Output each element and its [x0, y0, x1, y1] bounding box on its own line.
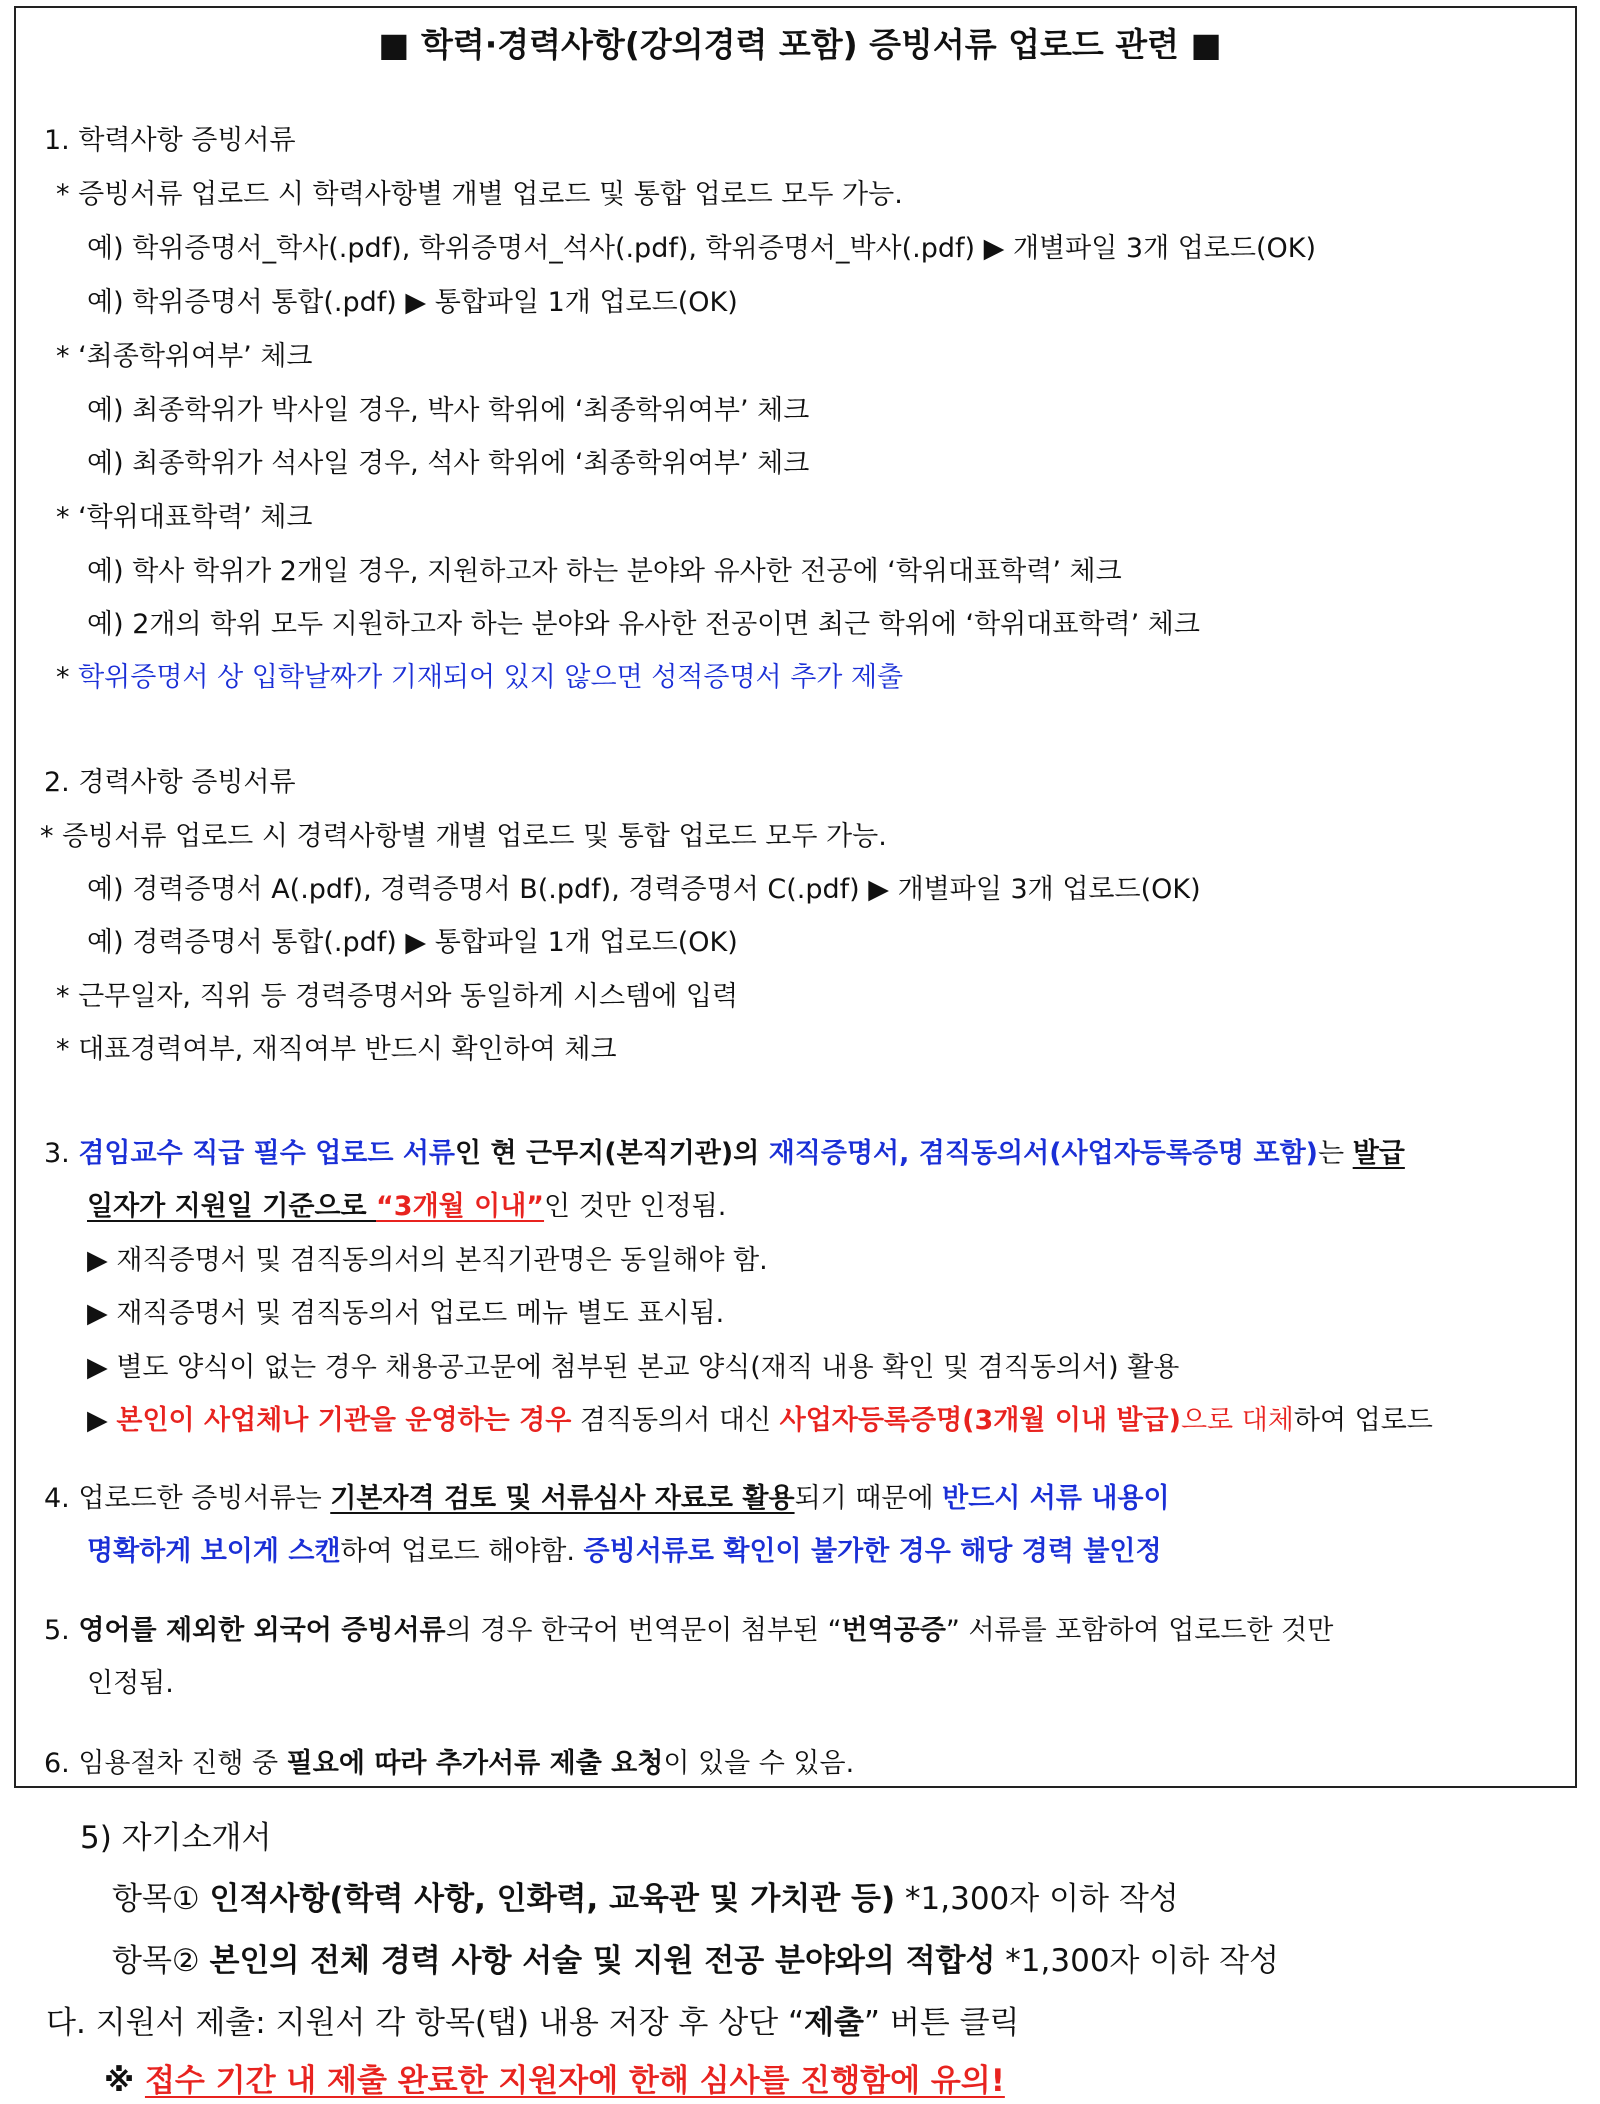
s4-text-3: 하여 업로드 해야함. [340, 1536, 584, 1567]
s2-line-1: * 증빙서류 업로드 시 경력사항별 개별 업로드 및 통합 업로드 모두 가능. [40, 821, 887, 852]
section-2-heading: 2. 경력사항 증빙서류 [44, 767, 296, 798]
s3-certificates: 재직증명서, 겸직동의서(사업자등록증명 포함) [768, 1138, 1319, 1169]
s3-replace: 으로 대체 [1180, 1405, 1294, 1436]
s5-foreign-docs: 영어를 제외한 외국어 증빙서류 [78, 1615, 446, 1646]
note-mark: ※ [104, 2063, 145, 2099]
s1-line-8: 예) 학사 학위가 2개일 경우, 지원하고자 하는 분야와 유사한 전공에 ‘학위대표학력’ 체크 [87, 556, 1122, 587]
s5-number: 5. [44, 1615, 79, 1646]
s1-line-1: * 증빙서류 업로드 시 학력사항별 개별 업로드 및 통합 업로드 모두 가능. [56, 179, 903, 210]
s3-bullet-2: ▶ 재직증명서 및 겸직동의서 업로드 메뉴 별도 표시됨. [87, 1298, 725, 1329]
s4-line-2 [87, 1532, 1162, 1572]
s4-text-2: 되기 때문에 [794, 1483, 943, 1514]
item-2-title: 본인의 전체 경력 사항 서술 및 지원 전공 분야와의 적합성 [209, 1943, 996, 1979]
s3-upload: 하여 업로드 [1293, 1405, 1433, 1436]
s4-scan-clearly: 명확하게 보이게 스캔 [87, 1536, 341, 1567]
s2-line-3: 예) 경력증명서 통합(.pdf) ▶ 통합파일 1개 업로드(OK) [87, 927, 738, 958]
s1-line-5: 예) 최종학위가 박사일 경우, 박사 학위에 ‘최종학위여부’ 체크 [87, 395, 810, 426]
s3-bullet-3: ▶ 별도 양식이 없는 경우 채용공고문에 첨부된 본교 양식(재직 내용 확인 및 겸직동의서) 활용 [87, 1352, 1180, 1383]
submit-text-2: ” 버튼 클릭 [863, 2005, 1020, 2041]
self-intro-heading: 5) 자기소개서 [80, 1820, 272, 1856]
item-2-limit: *1,300자 이하 작성 [995, 1943, 1279, 1979]
s3-business-registration: 사업자등록증명(3개월 이내 발급) [779, 1405, 1181, 1436]
s3-bullet-1: ▶ 재직증명서 및 겸직동의서의 본직기관명은 동일해야 함. [87, 1245, 768, 1276]
s5-text-2: ” 서류를 포함하여 업로드한 것만 [945, 1615, 1334, 1646]
s3-text: 는 [1318, 1138, 1353, 1169]
s3-accepted: 인 것만 인정됨. [544, 1191, 727, 1222]
s4-must: 반드시 서류 내용이 [942, 1483, 1170, 1514]
s3-issue-date: 일자가 지원일 기준으로 [87, 1191, 377, 1222]
s1-note-blue: 학위증명서 상 입학날짜가 기재되어 있지 않으면 성적증명서 추가 제출 [78, 662, 904, 693]
s5-text-1: 의 경우 한국어 번역문이 첨부된 “ [445, 1615, 842, 1646]
s3-line-1 [44, 1134, 1405, 1174]
s3-required-docs: 겸임교수 직급 필수 업로드 서류 [78, 1138, 456, 1169]
section-1-heading: 1. 학력사항 증빙서류 [44, 125, 296, 156]
submit-instruction [46, 2000, 1019, 2046]
notice-title: ■ 학력·경력사항(강의경력 포함) 증빙서류 업로드 관련 ■ [378, 25, 1222, 64]
s6-text-2: 이 있을 수 있음. [663, 1748, 855, 1779]
s2-line-2: 예) 경력증명서 A(.pdf), 경력증명서 B(.pdf), 경력증명서 C(.pdf) ▶ 개별파일 3개 업로드(OK) [87, 874, 1201, 905]
s4-number: 4. [44, 1483, 79, 1514]
item-1 [112, 1876, 1179, 1922]
s3-workplace: 인 현 근무지(본직기관)의 [455, 1138, 769, 1169]
arrow-icon: ▶ [87, 1405, 117, 1436]
s4-text-1: 업로드한 증빙서류는 [78, 1483, 331, 1514]
s6-number: 6. [44, 1748, 79, 1779]
s3-own-business: 본인이 사업체나 기관을 운영하는 경우 [116, 1405, 572, 1436]
s1-line-9: 예) 2개의 학위 모두 지원하고자 하는 분야와 유사한 전공이면 최근 학위에 ‘학위대표학력’ 체크 [87, 609, 1200, 640]
s5-line-2: 인정됨. [87, 1668, 174, 1699]
submit-word: 제출 [804, 2005, 864, 2041]
item-1-label: 항목① [112, 1881, 210, 1917]
s3-issue: 발급 [1352, 1138, 1405, 1169]
s5-line-1 [44, 1611, 1333, 1651]
item-1-limit: *1,300자 이하 작성 [895, 1881, 1179, 1917]
s2-line-4: * 근무일자, 직위 등 경력증명서와 동일하게 시스템에 입력 [56, 981, 739, 1012]
s5-notarized: 번역공증 [841, 1615, 946, 1646]
s1-line-6: 예) 최종학위가 석사일 경우, 석사 학위에 ‘최종학위여부’ 체크 [87, 448, 810, 479]
s3-number: 3. [44, 1138, 79, 1169]
submit-text-1: 다. 지원서 제출: 지원서 각 항목(탭) 내용 저장 후 상단 “ [46, 2005, 805, 2041]
s1-line-3: 예) 학위증명서 통합(.pdf) ▶ 통합파일 1개 업로드(OK) [87, 287, 738, 318]
deadline-note [104, 2058, 1005, 2104]
s2-line-5: * 대표경력여부, 재직여부 반드시 확인하여 체크 [56, 1034, 617, 1065]
s4-line-1 [44, 1479, 1170, 1519]
s1-line-2: 예) 학위증명서_학사(.pdf), 학위증명서_석사(.pdf), 학위증명서_박사(.pdf) ▶ 개별파일 3개 업로드(OK) [87, 233, 1317, 264]
item-2 [112, 1938, 1279, 1984]
s3-within-3-months: “3개월 이내” [376, 1191, 545, 1222]
note-text: 접수 기간 내 제출 완료한 지원자에 한해 심사를 진행함에 유의! [144, 2063, 1005, 2099]
s6-text-1: 임용절차 진행 중 [78, 1748, 287, 1779]
s3-instead: 겸직동의서 대신 [571, 1405, 780, 1436]
item-2-label: 항목② [112, 1943, 210, 1979]
bullet-star: * [56, 662, 79, 693]
s3-line-2 [87, 1187, 726, 1227]
s6-line-1 [44, 1744, 854, 1784]
s6-additional: 필요에 따라 추가서류 제출 요청 [286, 1748, 664, 1779]
item-1-title: 인적사항(학력 사항, 인화력, 교육관 및 가치관 등) [209, 1881, 896, 1917]
s1-line-7: * ‘학위대표학력’ 체크 [56, 502, 313, 533]
s1-line-10 [56, 658, 903, 698]
s4-not-accepted: 증빙서류로 확인이 불가한 경우 해당 경력 불인정 [583, 1536, 1162, 1567]
s1-line-4: * ‘최종학위여부’ 체크 [56, 341, 313, 372]
s4-usage: 기본자격 검토 및 서류심사 자료로 활용 [330, 1483, 795, 1514]
s3-bullet-4 [87, 1401, 1433, 1441]
